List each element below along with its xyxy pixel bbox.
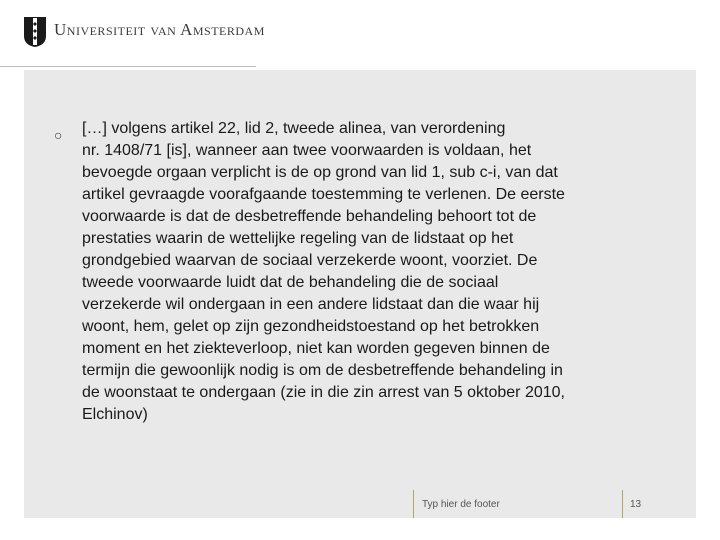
footer-right-divider: [622, 490, 623, 518]
university-name: Universiteit van Amsterdam: [54, 20, 265, 39]
header-divider: [0, 66, 256, 67]
circle-bullet-icon: ○: [54, 127, 63, 143]
page-number: 13: [630, 499, 642, 510]
header: [0, 0, 720, 70]
footer-text: Typ hier de footer: [422, 499, 500, 510]
slide-body-text: […] volgens artikel 22, lid 2, tweede alinea, van verordening nr. 1408/71 [is], wanneer aan twee voorwaarden is voldaan, het bevoegde orgaan verplicht is de op grond van lid 1, sub c‑i, van dat artikel gevraagde voorafgaande toestemming te verlenen. De eerste voorwaarde is dat de desbetreffende behandeling behoort tot de prestaties waarin de wettelijke regeling van de lidstaat op het grondgebied waarvan de sociaal verzekerde woont, voorziet. De tweede voorwaarde luidt dat de behandeling die de sociaal verzekerde wil ondergaan in een andere lidstaat dan die waar hij woont, hem, gelet op zijn gezondheidstoestand op het betrokken moment en het ziekteverloop, niet kan worden gegeven binnen de termijn die gewoonlijk nodig is om de desbetreffende behandeling in de woonstaat te ondergaan (zie in die zin arrest van 5 oktober 2010, Elchinov): [82, 120, 565, 423]
uva-shield-icon: [23, 16, 47, 48]
footer-left-divider: [413, 490, 414, 518]
